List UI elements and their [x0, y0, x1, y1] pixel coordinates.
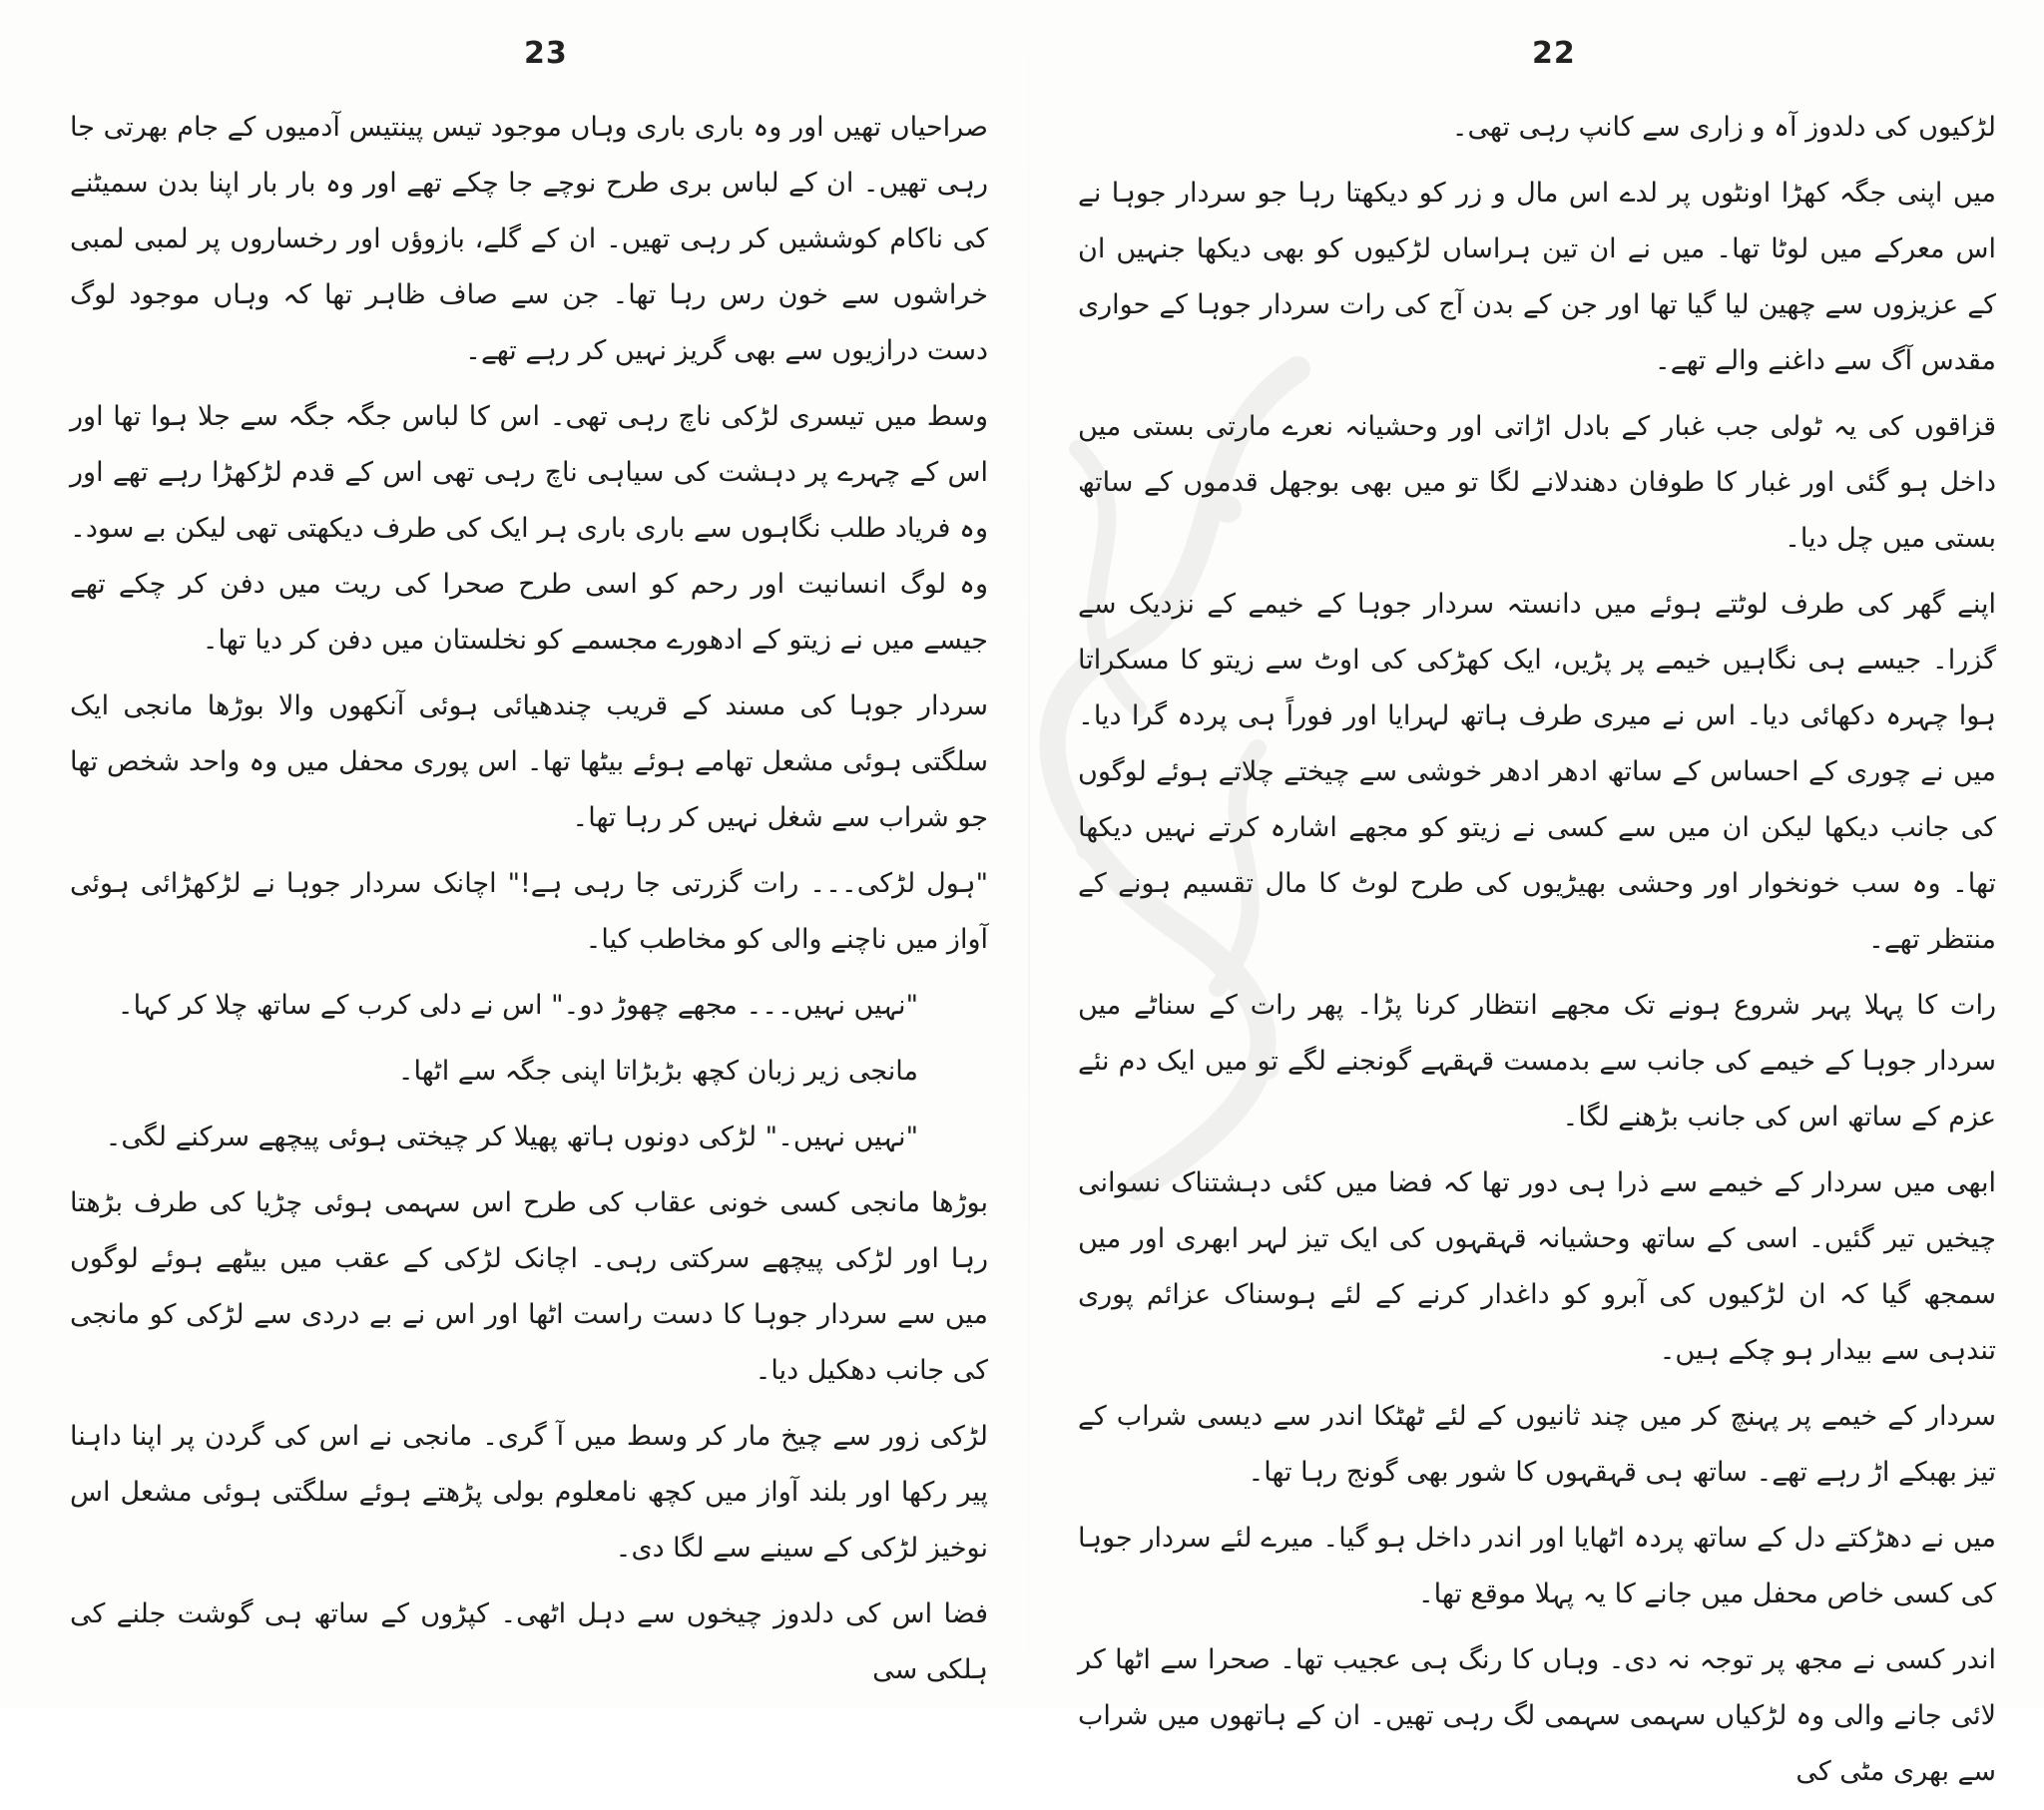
- paragraph: قزاقوں کی یہ ٹولی جب غبار کے بادل اڑاتی اور وحشیانہ نعرے مارتی بستی میں داخل ہو گئی اور غبار کا طوفان دھندلانے لگا تو میں بھی بوجھل قدموں کے ساتھ بستی میں چل دیا۔: [1078, 411, 1996, 554]
- left-page: [70, 0, 988, 1707]
- page-gutter: [1028, 0, 1030, 1707]
- page-body: [1078, 100, 1996, 1810]
- paragraph: وسط میں تیسری لڑکی ناچ رہی تھی۔ اس کا لباس جگہ جگہ سے جلا ہوا تھا اور اس کے چہرے پر دہشت کی سیاہی ناچ رہی تھی اس کے قدم لڑکھڑا رہے تھے اور وہ فریاد طلب نگاہوں سے باری باری ہر ایک کی طرف دیکھتی تھی لیکن بے سود۔ وہ لوگ انسانیت اور رحم کو اسی طرح صحرا کی ریت میں دفن کر چکے تھے جیسے میں نے زیتو کے ادھورے مجسمے کو نخلستان میں دفن کر دیا تھا۔: [70, 401, 988, 656]
- page-number: 23: [524, 36, 568, 71]
- page-number: 22: [1532, 36, 1576, 71]
- paragraph: لڑکیوں کی دلدوز آہ و زاری سے کانپ رہی تھی۔: [1451, 112, 1996, 143]
- paragraph: میں اپنی جگہ کھڑا اونٹوں پر لدے اس مال و زر کو دیکھتا رہا جو سردار جوہا نے اس معرکے میں لوٹا تھا۔ میں نے ان تین ہراساں لڑکیوں کو بھی دیکھا جنہیں ان کے عزیزوں سے چھین لیا گیا تھا اور جن کے بدن آج کی رات سردار جوہا کے حواری مقدس آگ سے داغنے والے تھے۔: [1078, 178, 1996, 376]
- paragraph: لڑکی زور سے چیخ مار کر وسط میں آ گری۔ مانجی نے اس کی گردن پر اپنا داہنا پیر رکھا اور بلند آواز میں کچھ نامعلوم بولی پڑھتے ہوئے سلگتی ہوئی مشعل اس نوخیز لڑکی کے سینے سے لگا دی۔: [70, 1421, 988, 1564]
- paragraph: اپنے گھر کی طرف لوٹتے ہوئے میں دانستہ سردار جوہا کے خیمے کے نزدیک سے گزرا۔ جیسے ہی نگاہیں خیمے پر پڑیں، ایک کھڑکی کی اوٹ سے زیتو کا مسکراتا ہوا چہرہ دکھائی دیا۔ اس نے میری طرف ہاتھ لہرایا اور فوراً ہی پردہ گرا دیا۔ میں نے چوری کے احساس کے ساتھ ادھر ادھر خوشی سے چیختے چلاتے ہوئے لوگوں کی جانب دیکھا لیکن ان میں سے کسی نے زیتو کو مجھے اشارہ کرتے نہیں دیکھا تھا۔ وہ سب خونخوار اور وحشی بھیڑیوں کی طرح لوٹ کا مال تقسیم ہونے کے منتظر تھے۔: [1078, 589, 1996, 955]
- dialogue-line: "نہیں نہیں۔" لڑکی دونوں ہاتھ پھیلا کر چیختی ہوئی پیچھے سرکنے لگی۔: [105, 1122, 918, 1152]
- paragraph: بوڑھا مانجی کسی خونی عقاب کی طرح اس سہمی ہوئی چڑیا کی طرف بڑھتا رہا اور لڑکی پیچھے سرکتی رہی۔ اچانک لڑکی کے عقب میں بیٹھے ہوئے لوگوں میں سے سردار جوہا کا دست راست اٹھا اور اس نے بے دردی سے لڑکی کو مانجی کی جانب دھکیل دیا۔: [70, 1187, 988, 1386]
- paragraph: مانجی زیر زبان کچھ بڑبڑاتا اپنی جگہ سے اٹھا۔: [397, 1056, 918, 1087]
- paragraph: میں نے دھڑکتے دل کے ساتھ پردہ اٹھایا اور اندر داخل ہو گیا۔ میرے لئے سردار جوہا کی کسی خاص محفل میں جانے کا یہ پہلا موقع تھا۔: [1078, 1523, 1996, 1609]
- right-page: [1078, 0, 1996, 1787]
- paragraph: "ہول لڑکی۔۔۔ رات گزرتی جا رہی ہے!" اچانک سردار جوہا نے لڑکھڑائی ہوئی آواز میں ناچنے والی کو مخاطب کیا۔: [70, 868, 988, 955]
- paragraph: سردار کے خیمے پر پہنچ کر میں چند ثانیوں کے لئے ٹھٹکا اندر سے دیسی شراب کے تیز بھبکے اڑ رہے تھے۔ ساتھ ہی قہقہوں کا شور بھی گونج رہا تھا۔: [1078, 1401, 1996, 1488]
- paragraph: سردار جوہا کی مسند کے قریب چندھیائی ہوئی آنکھوں والا بوڑھا مانجی ایک سلگتی ہوئی مشعل تھامے ہوئے بیٹھا تھا۔ اس پوری محفل میں وہ واحد شخص تھا جو شراب سے شغل نہیں کر رہا تھا۔: [70, 690, 988, 833]
- paragraph: فضا اس کی دلدوز چیخوں سے دہل اٹھی۔ کپڑوں کے ساتھ ہی گوشت جلنے کی ہلکی سی: [70, 1598, 988, 1685]
- paragraph: صراحیاں تھیں اور وہ باری باری وہاں موجود تیس پینتیس آدمیوں کے جام بھرتی جا رہی تھیں۔ ان کے لباس بری طرح نوچے جا چکے تھے اور وہ بار بار اپنا بدن سمیٹنے کی ناکام کوششیں کر رہی تھیں۔ ان کے گلے، بازوؤں اور رخساروں پر لمبی لمبی خراشوں سے خون رس رہا تھا۔ جن سے صاف ظاہر تھا کہ وہاں موجود لوگ دست درازیوں سے بھی گریز نہیں کر رہے تھے۔: [70, 112, 988, 366]
- page-body: [70, 100, 988, 1708]
- paragraph: رات کا پہلا پہر شروع ہونے تک مجھے انتظار کرنا پڑا۔ پھر رات کے سناٹے میں سردار جوہا کے خیمے کی جانب سے بدمست قہقہے گونجنے لگے تو میں ایک دم نئے عزم کے ساتھ اس کی جانب بڑھنے لگا۔: [1078, 990, 1996, 1132]
- dialogue-line: "نہیں نہیں۔۔۔ مجھے چھوڑ دو۔" اس نے دلی کرب کے ساتھ چلا کر کہا۔: [117, 990, 918, 1021]
- paragraph: اندر کسی نے مجھ پر توجہ نہ دی۔ وہاں کا رنگ ہی عجیب تھا۔ صحرا سے اٹھا کر لائی جانے والی وہ لڑکیاں سہمی سہمی لگ رہی تھیں۔ ان کے ہاتھوں میں شراب سے بھری مٹی کی: [1078, 1644, 1996, 1787]
- paragraph: ابھی میں سردار کے خیمے سے ذرا ہی دور تھا کہ فضا میں کئی دہشتناک نسوانی چیخیں تیر گئیں۔ اسی کے ساتھ وحشیانہ قہقہوں کی ایک تیز لہر ابھری اور میں سمجھ گیا کہ ان لڑکیوں کی آبرو کو داغدار کرنے کے لئے ہوسناک عزائم پوری تندہی سے بیدار ہو چکے ہیں۔: [1078, 1167, 1996, 1366]
